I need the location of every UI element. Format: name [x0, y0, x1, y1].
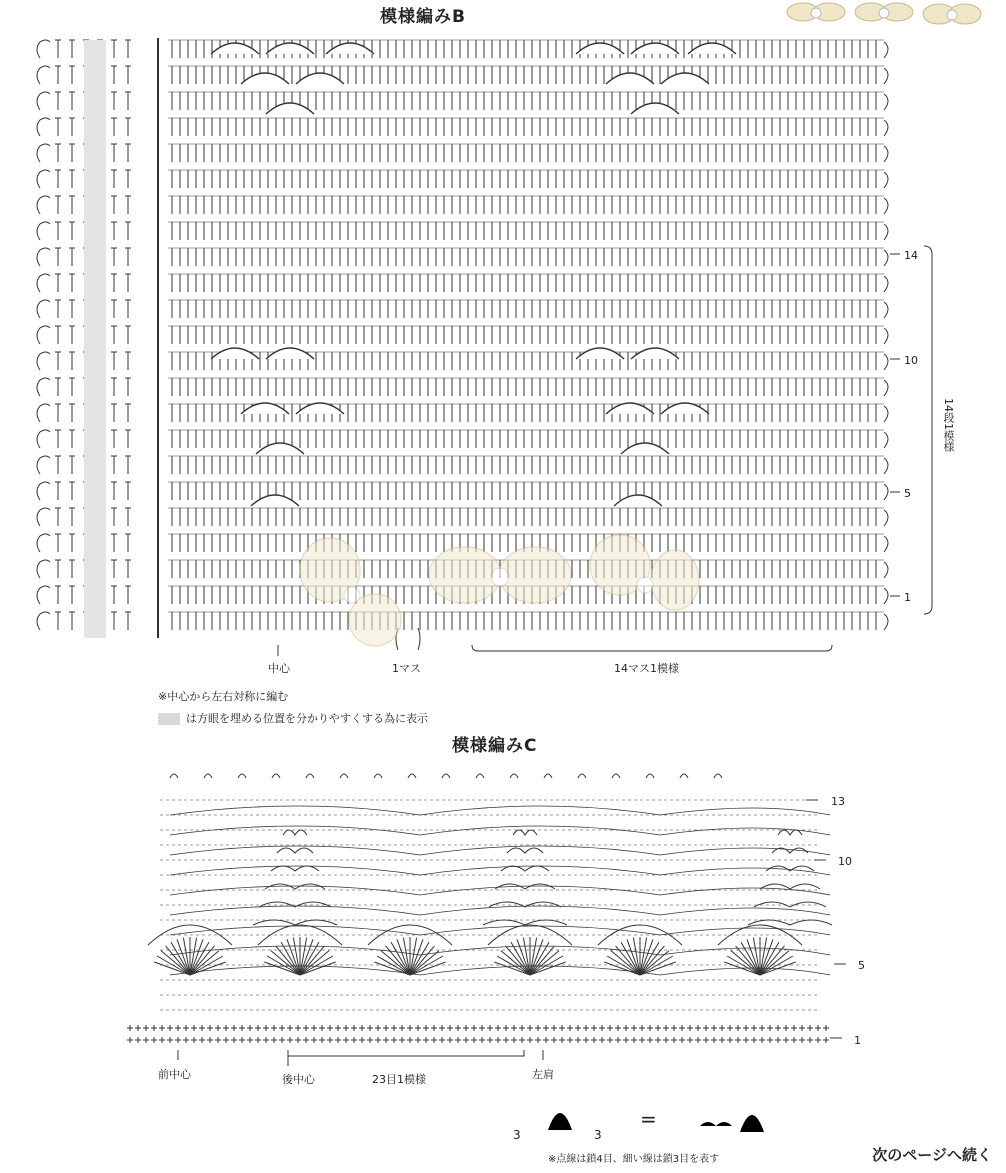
single-crochet [407, 1025, 413, 1031]
legend-chain-count-left: 3 [513, 1128, 521, 1142]
single-crochet [343, 1025, 349, 1031]
row-marker-c-13: 13 [831, 795, 845, 808]
single-crochet [703, 1025, 709, 1031]
single-crochet [511, 1025, 517, 1031]
pineapple-row [754, 902, 826, 907]
single-crochet [271, 1037, 277, 1043]
single-crochet [351, 1037, 357, 1043]
legend-equals: = [640, 1107, 657, 1131]
single-crochet [327, 1025, 333, 1031]
single-crochet [607, 1037, 613, 1043]
single-crochet [191, 1037, 197, 1043]
shaded-note: は方眼を埋める位置を分かりやすくする為に表示 [158, 710, 428, 726]
single-crochet [463, 1037, 469, 1043]
single-crochet [271, 1025, 277, 1031]
single-crochet [199, 1025, 205, 1031]
single-crochet [679, 1037, 685, 1043]
single-crochet [431, 1025, 437, 1031]
chain-arch-eq [740, 1115, 764, 1132]
single-crochet [447, 1037, 453, 1043]
single-crochet [823, 1037, 829, 1043]
single-crochet [423, 1037, 429, 1043]
picot [612, 774, 620, 778]
single-crochet [679, 1025, 685, 1031]
repeat-rows-label: 14段1模様 [942, 398, 955, 452]
single-crochet [767, 1025, 773, 1031]
picot [340, 774, 348, 778]
single-crochet [607, 1025, 613, 1031]
chain-swag [170, 846, 830, 855]
single-crochet [807, 1025, 813, 1031]
single-crochet [159, 1037, 165, 1043]
row-marker-c-1: 1 [854, 1034, 861, 1047]
single-crochet [311, 1025, 317, 1031]
chain-dots [700, 1122, 732, 1126]
single-crochet [711, 1025, 717, 1031]
pineapple-row [483, 920, 567, 925]
single-crochet [463, 1025, 469, 1031]
single-crochet [167, 1025, 173, 1031]
single-crochet [575, 1037, 581, 1043]
single-crochet [447, 1025, 453, 1031]
single-crochet [735, 1025, 741, 1031]
pineapple-row [253, 920, 337, 925]
single-crochet [255, 1037, 261, 1043]
single-crochet [807, 1037, 813, 1043]
single-crochet [247, 1037, 253, 1043]
pattern-b-title: 模様編みB [380, 7, 466, 27]
row-marker-b-14: 14 [904, 249, 918, 262]
picot [578, 774, 586, 778]
single-crochet [295, 1037, 301, 1043]
one-mesh-label: 1マス [392, 662, 421, 675]
pineapple-row [283, 830, 307, 835]
single-crochet [471, 1025, 477, 1031]
single-crochet [783, 1037, 789, 1043]
single-crochet [391, 1037, 397, 1043]
single-crochet [663, 1037, 669, 1043]
chain-swag [170, 866, 830, 875]
single-crochet [487, 1025, 493, 1031]
single-crochet [727, 1025, 733, 1031]
pineapple-row [507, 848, 543, 853]
single-crochet [543, 1025, 549, 1031]
chain-swag [170, 906, 830, 915]
single-crochet [343, 1037, 349, 1043]
single-crochet [519, 1037, 525, 1043]
row-marker-b-5: 5 [904, 487, 911, 500]
chain-swag [170, 966, 830, 975]
single-crochet [647, 1037, 653, 1043]
single-crochet [247, 1025, 253, 1031]
single-crochet [471, 1037, 477, 1043]
single-crochet [263, 1025, 269, 1031]
single-crochet [695, 1037, 701, 1043]
chain-swag [170, 926, 830, 935]
single-crochet [767, 1037, 773, 1043]
single-crochet [391, 1025, 397, 1031]
single-crochet [695, 1025, 701, 1031]
single-crochet [415, 1037, 421, 1043]
picot [646, 774, 654, 778]
single-crochet [623, 1037, 629, 1043]
single-crochet [527, 1037, 533, 1043]
single-crochet [383, 1037, 389, 1043]
picot [442, 774, 450, 778]
single-crochet [759, 1025, 765, 1031]
single-crochet [303, 1025, 309, 1031]
single-crochet [207, 1037, 213, 1043]
single-crochet [295, 1025, 301, 1031]
single-crochet [319, 1037, 325, 1043]
single-crochet [663, 1025, 669, 1031]
single-crochet [415, 1025, 421, 1031]
single-crochet [279, 1025, 285, 1031]
single-crochet [671, 1025, 677, 1031]
single-crochet [367, 1037, 373, 1043]
front-center-label: 前中心 [158, 1068, 191, 1081]
single-crochet [623, 1025, 629, 1031]
single-crochet [151, 1037, 157, 1043]
single-crochet [783, 1025, 789, 1031]
single-crochet [743, 1025, 749, 1031]
single-crochet [511, 1037, 517, 1043]
single-crochet [439, 1025, 445, 1031]
single-crochet [535, 1025, 541, 1031]
single-crochet [615, 1037, 621, 1043]
single-crochet [583, 1037, 589, 1043]
single-crochet [287, 1025, 293, 1031]
single-crochet [335, 1037, 341, 1043]
single-crochet [751, 1037, 757, 1043]
cluster-right-eq [782, 1106, 800, 1122]
center-label: 中心 [268, 662, 290, 675]
single-crochet [359, 1037, 365, 1043]
repeat-bracket [288, 1050, 524, 1056]
single-crochet [575, 1025, 581, 1031]
symmetric-note: ※中心から左右対称に編む [158, 690, 289, 703]
single-crochet [615, 1025, 621, 1031]
single-crochet [519, 1025, 525, 1031]
picot [680, 774, 688, 778]
legend-chain-count-right: 3 [594, 1128, 602, 1142]
single-crochet [335, 1025, 341, 1031]
single-crochet [815, 1025, 821, 1031]
row-marker-c-10: 10 [838, 855, 852, 868]
single-crochet [207, 1025, 213, 1031]
single-crochet [327, 1037, 333, 1043]
single-crochet [591, 1025, 597, 1031]
single-crochet [303, 1037, 309, 1043]
left-shoulder-label: 左肩 [532, 1068, 554, 1081]
pineapple-row [778, 830, 802, 835]
single-crochet [687, 1025, 693, 1031]
chain-swag [170, 826, 830, 835]
single-crochet [727, 1037, 733, 1043]
row-marker-c-5: 5 [858, 959, 865, 972]
single-crochet [263, 1037, 269, 1043]
single-crochet [479, 1037, 485, 1043]
single-crochet [399, 1037, 405, 1043]
single-crochet [127, 1037, 133, 1043]
single-crochet [143, 1037, 149, 1043]
butterfly-ornament-top [785, 0, 1000, 34]
single-crochet [367, 1025, 373, 1031]
single-crochet [455, 1037, 461, 1043]
picot [510, 774, 518, 778]
single-crochet [215, 1037, 221, 1043]
single-crochet [671, 1037, 677, 1043]
single-crochet [655, 1037, 661, 1043]
single-crochet [719, 1025, 725, 1031]
single-crochet [127, 1025, 133, 1031]
single-crochet [215, 1025, 221, 1031]
single-crochet [823, 1025, 829, 1031]
single-crochet [599, 1025, 605, 1031]
single-crochet [407, 1037, 413, 1043]
single-crochet [799, 1037, 805, 1043]
chain-swag [170, 806, 830, 815]
pattern-c-title: 模様編みC [452, 736, 538, 756]
chain-arch-left [548, 1113, 572, 1130]
single-crochet [567, 1037, 573, 1043]
single-crochet [791, 1025, 797, 1031]
single-crochet [599, 1037, 605, 1043]
single-crochet [631, 1037, 637, 1043]
single-crochet [423, 1025, 429, 1031]
single-crochet [239, 1025, 245, 1031]
cluster-left-eq [668, 1106, 686, 1122]
single-crochet [791, 1037, 797, 1043]
single-crochet [703, 1037, 709, 1043]
single-crochet [223, 1025, 229, 1031]
single-crochet [799, 1025, 805, 1031]
single-crochet [135, 1037, 141, 1043]
cluster-right [604, 1106, 622, 1122]
butterfly-ornament-middle [290, 525, 710, 660]
single-crochet [439, 1037, 445, 1043]
single-crochet [503, 1025, 509, 1031]
repeat-label-b: 14マス1模様 [614, 662, 679, 675]
single-crochet [359, 1025, 365, 1031]
single-crochet [183, 1037, 189, 1043]
single-crochet [775, 1025, 781, 1031]
single-crochet [775, 1037, 781, 1043]
single-crochet [639, 1037, 645, 1043]
single-crochet [759, 1037, 765, 1043]
picot [544, 774, 552, 778]
single-crochet [815, 1037, 821, 1043]
picot [476, 774, 484, 778]
single-crochet [199, 1037, 205, 1043]
single-crochet [655, 1025, 661, 1031]
single-crochet [311, 1037, 317, 1043]
single-crochet [183, 1025, 189, 1031]
picot [170, 774, 178, 778]
single-crochet [231, 1025, 237, 1031]
single-crochet [487, 1037, 493, 1043]
pineapple-row [513, 830, 537, 835]
single-crochet [159, 1025, 165, 1031]
picot [306, 774, 314, 778]
single-crochet [375, 1037, 381, 1043]
single-crochet [279, 1037, 285, 1043]
single-crochet [151, 1025, 157, 1031]
row-marker-b-10: 10 [904, 354, 918, 367]
single-crochet [743, 1037, 749, 1043]
pineapple-row [277, 848, 313, 853]
single-crochet [191, 1025, 197, 1031]
single-crochet [383, 1025, 389, 1031]
single-crochet [495, 1037, 501, 1043]
single-crochet [751, 1025, 757, 1031]
single-crochet [495, 1025, 501, 1031]
pineapple-row [271, 866, 319, 871]
single-crochet [527, 1025, 533, 1031]
single-crochet [719, 1037, 725, 1043]
picot [408, 774, 416, 778]
single-crochet [631, 1025, 637, 1031]
single-crochet [143, 1025, 149, 1031]
single-crochet [551, 1025, 557, 1031]
single-crochet [455, 1025, 461, 1031]
single-crochet [431, 1037, 437, 1043]
single-crochet [287, 1037, 293, 1043]
single-crochet [711, 1037, 717, 1043]
picot [272, 774, 280, 778]
cluster-left [490, 1106, 508, 1122]
single-crochet [255, 1025, 261, 1031]
single-crochet [223, 1037, 229, 1043]
single-crochet [551, 1037, 557, 1043]
legend-footnote: ※点線は鎖4目、細い線は鎖3目を表す [548, 1154, 720, 1165]
single-crochet [175, 1037, 181, 1043]
single-crochet [375, 1025, 381, 1031]
back-center-label: 後中心 [282, 1073, 315, 1086]
single-crochet [479, 1025, 485, 1031]
single-crochet [591, 1037, 597, 1043]
repeat-label-c: 23目1模様 [372, 1073, 426, 1086]
picot [204, 774, 212, 778]
single-crochet [567, 1025, 573, 1031]
single-crochet [543, 1037, 549, 1043]
pineapple-row [748, 920, 832, 925]
single-crochet [167, 1037, 173, 1043]
single-crochet [503, 1037, 509, 1043]
single-crochet [583, 1025, 589, 1031]
single-crochet [559, 1037, 565, 1043]
single-crochet [351, 1025, 357, 1031]
single-crochet [535, 1037, 541, 1043]
chain-swag [170, 886, 830, 895]
single-crochet [175, 1025, 181, 1031]
single-crochet [319, 1025, 325, 1031]
continue-text: 次のページへ続く [872, 1146, 992, 1164]
single-crochet [647, 1025, 653, 1031]
single-crochet [231, 1037, 237, 1043]
picot [238, 774, 246, 778]
picot [374, 774, 382, 778]
single-crochet [399, 1025, 405, 1031]
single-crochet [735, 1037, 741, 1043]
single-crochet [239, 1037, 245, 1043]
picot [714, 774, 722, 778]
single-crochet [639, 1025, 645, 1031]
lace-pattern [127, 774, 846, 1066]
single-crochet [135, 1025, 141, 1031]
single-crochet [687, 1037, 693, 1043]
row-marker-b-1: 1 [904, 591, 911, 604]
single-crochet [559, 1025, 565, 1031]
